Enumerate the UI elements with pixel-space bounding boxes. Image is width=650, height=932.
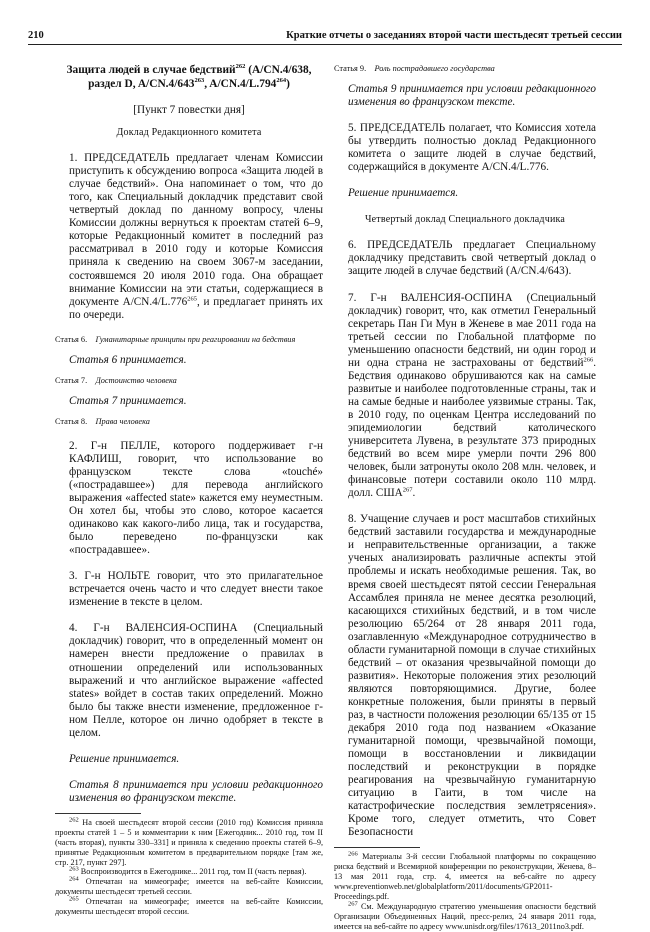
article-8-heading: Статья 8. Права человека (55, 416, 150, 426)
article-7-adopted: Статья 7 принимается. (69, 394, 187, 407)
footnote (55, 897, 323, 917)
footnote-text: Воспроизводится в Ежегоднике... 2011 год, том II (часть первая). (80, 867, 307, 877)
page-number: 210 (28, 30, 44, 41)
fourth-report-heading: Четвертый доклад Специального докладчика (364, 214, 566, 226)
paragraph-5: 5. ПРЕДСЕДАТЕЛЬ полагает, что Комиссия хотела бы утвердить полностью доклад Редакционного комитета о защите людей в случае бедствий, содержащийся в документе A/CN.4/L.776. (348, 122, 596, 174)
footnote-text: На своей шестьдесят второй сессии (2010 год) Комиссия приняла проекты статей 1 – 5 и комментарии к ним [Ежегодник... 2010 год, том II (часть вторая), пункты 330–331] и приняла к сведению проекты статей 6–9, принятые Редакционным комитетом в предварительном порядке [там же, стр. 217, пункт 297]. (55, 817, 323, 867)
right-column (334, 64, 596, 932)
article-9-adopted: Статья 9 принимается при условии редакционного изменения во французском тексте. (348, 83, 596, 109)
paragraph-3: 3. Г-н НОЛЬТЕ говорит, что это прилагательное встречается очень часто и что следует внести такое изменение в тексте в целом. (69, 570, 323, 609)
paragraph-6: 6. ПРЕДСЕДАТЕЛЬ предлагает Специальному докладчику представить свой четвертый доклад о защите людей в случае бедствий (A/CN.4/643). (348, 239, 596, 278)
agenda-item: [Пункт 7 повестки дня] (133, 104, 245, 116)
article-6-heading: Статья 6. Гуманитарные принципы при реагировании на бедствия (55, 334, 296, 344)
paragraph-1: 1. ПРЕДСЕДАТЕЛЬ предлагает членам Комиссии приступить к обсуждению вопроса «Защита людей в случае бедствий». Она напоминает о том, что до того, как Специальный докладчик представит свой четвертый доклад по данному вопросу, члены Комиссии должны вернуться к проектам статей 6–9, которые Редакционный комитет в последний раз рассматривал в 2010 году и которые Комиссия приняла к сведению на своем 3067-м заседании, состоявшемся 20 июля 2010 года. Она обращает внимание Комиссии на эти статьи, содержащиеся в документе A/CN.4/L.776$^{265}$, и предлагает принять их по очереди. (69, 152, 323, 321)
footnote-divider-right (334, 847, 420, 848)
article-7-heading: Статья 7. Достоинство человека (55, 375, 177, 385)
paragraph-8: 8. Учащение случаев и рост масштабов стихийных бедствий заставили государства и международные и неправительственные организации, а также ученых анализировать различные аспекты этой проблемы и искать необходимые решения. Так, во время своей шестьдесят пятой сессии Генеральная Ассамблея приняла не менее десятка резолюций, касающихся стихийных бедствий, и в том числе резолюцию 65/264 от 28 января 2011 года, озаглавленную «Международное сотрудничество в области гуманитарной помощи в случае стихийных бедствий – от оказания чрезвычайной помощи до развития». Некоторые положения этих резолюций являются повторяющимися. Другие, более конкретные положения, были приняты в первый раз, в частности положения резолюции 65/135 от 15 декабря 2010 года под названием «Оказание гуманитарной помощи, чрезвычайной помощи, помощи в восстановлении и ликвидации последствий и реконструкции в порядке реагирования на чрезвычайную гуманитарную ситуацию в Гаити, в том числе на катастрофические последствия землетрясения». Кроме того, следует отметить, что Совет Безопасности (348, 513, 596, 839)
footnote (55, 877, 323, 897)
running-header (28, 30, 622, 45)
decision-adopted: Решение принимается. (69, 752, 180, 765)
footnote-number: 263 (69, 865, 79, 873)
footnote-divider (55, 813, 141, 814)
paragraph-2: 2. Г-н ПЕЛЛЕ, которого поддерживает г-н КАФЛИШ, говорит, что использование во французском тексте слова «touché» («пострадавшее») для перевода английского выражения «affected state» кажется ему неуместным. Он хотел бы, чтобы это слово, которое касается одинаково как какого-либо лица, так и государства, было переведено по-французски как «пострадавшее». (69, 439, 323, 557)
footnote-number: 265 (69, 895, 79, 903)
section-title: Защита людей в случае бедствий$^{262}$ (A/CN.4/638, раздел D, $A/CN.4/643^{263}$, A/CN.4/L.794$^{264}$) (66, 63, 312, 90)
article-9-heading: Статья 9. Роль пострадавшего государства (334, 64, 495, 73)
article-6-adopted: Статья 6 принимается. (69, 353, 187, 366)
footnote-text: Материалы 3-й сессии Глобальной платформы по сокращению риска бедствий и Всемирной конференции по реконструкции, Женева, 8–13 мая 2011 года, стр. 4, имеется на веб-сайте по адресу www.preventionweb.net/globalplatform/2011/documents/GP2011-Proceedings.pdf. (334, 852, 597, 902)
footnotes-right (334, 852, 596, 931)
footnote (334, 902, 596, 932)
left-column (55, 64, 323, 917)
report-heading: Доклад Редакционного комитета (116, 127, 262, 139)
footnote-text: См. Международную стратегию уменьшения опасности бедствий Организации Объединенных Наций, пресс-релиз, 24 января 2011 года, имеется на веб-сайте по адресу www.unisdr.org/files/17613_2011no3.pdf. (334, 901, 596, 931)
footnote (55, 867, 323, 877)
paragraph-4: 4. Г-н ВАЛЕНСИЯ-ОСПИНА (Специальный докладчик) говорит, что в определенный момент он намерен внести предложение о правилах в отношении определений или использованных выражений и что английское выражение «affected states» войдет в состав таких определений. Можно было бы также внести изменение, предложенное г-ном Пелле, которое он лично одобряет в тексте в целом. (69, 622, 323, 739)
footnote-number: 267 (348, 900, 358, 908)
footnote-number: 262 (69, 816, 79, 824)
running-title: Краткие отчеты о заседаниях второй части шестьдесят третьей сессии (286, 30, 622, 41)
footnote-text: Отпечатан на мимеографе; имеется на веб-сайте Комиссии, документы шестьдесят третьей сессии. (55, 877, 324, 897)
footnotes-left (55, 818, 323, 917)
footnote-number: 266 (348, 850, 358, 858)
footnote-text: Отпечатан на мимеографе; имеется на веб-сайте Комиссии, документы шестьдесят второй сессии. (55, 897, 324, 917)
article-8-adopted: Статья 8 принимается при условии редакционного изменения во французском тексте. (69, 778, 323, 804)
footnote (334, 852, 596, 902)
decision-adopted-right: Решение принимается. (348, 187, 459, 200)
footnote (55, 818, 323, 868)
paragraph-7: 7. Г-н ВАЛЕНСИЯ-ОСПИНА (Специальный докладчик) говорит, что, как отметил Генеральный секретарь Пан Ги Мун в Женеве в мае 2011 года на третьей сессии по Глобальной платформе по уменьшению опасности бедствий, ни один город и ни одна страна не застрахованы от бедствий$^{266}$. Бедствия одинаково обрушиваются как на самые развитые и наиболее подготовленные страны, так и на самые бедные и наиболее уязвимые страны. Так, в 2010 году, по оценкам Центра исследований по эпидемиологии бедствий католического университета Лувена, в результате 373 природных бедствий во всем мире умерли почти 296 800 человек, были затронуты около 208 млн. человек, и финансовые потери составили около 110 млрд. долл. США$^{267}$. (348, 291, 596, 500)
footnote-number: 264 (69, 875, 79, 883)
